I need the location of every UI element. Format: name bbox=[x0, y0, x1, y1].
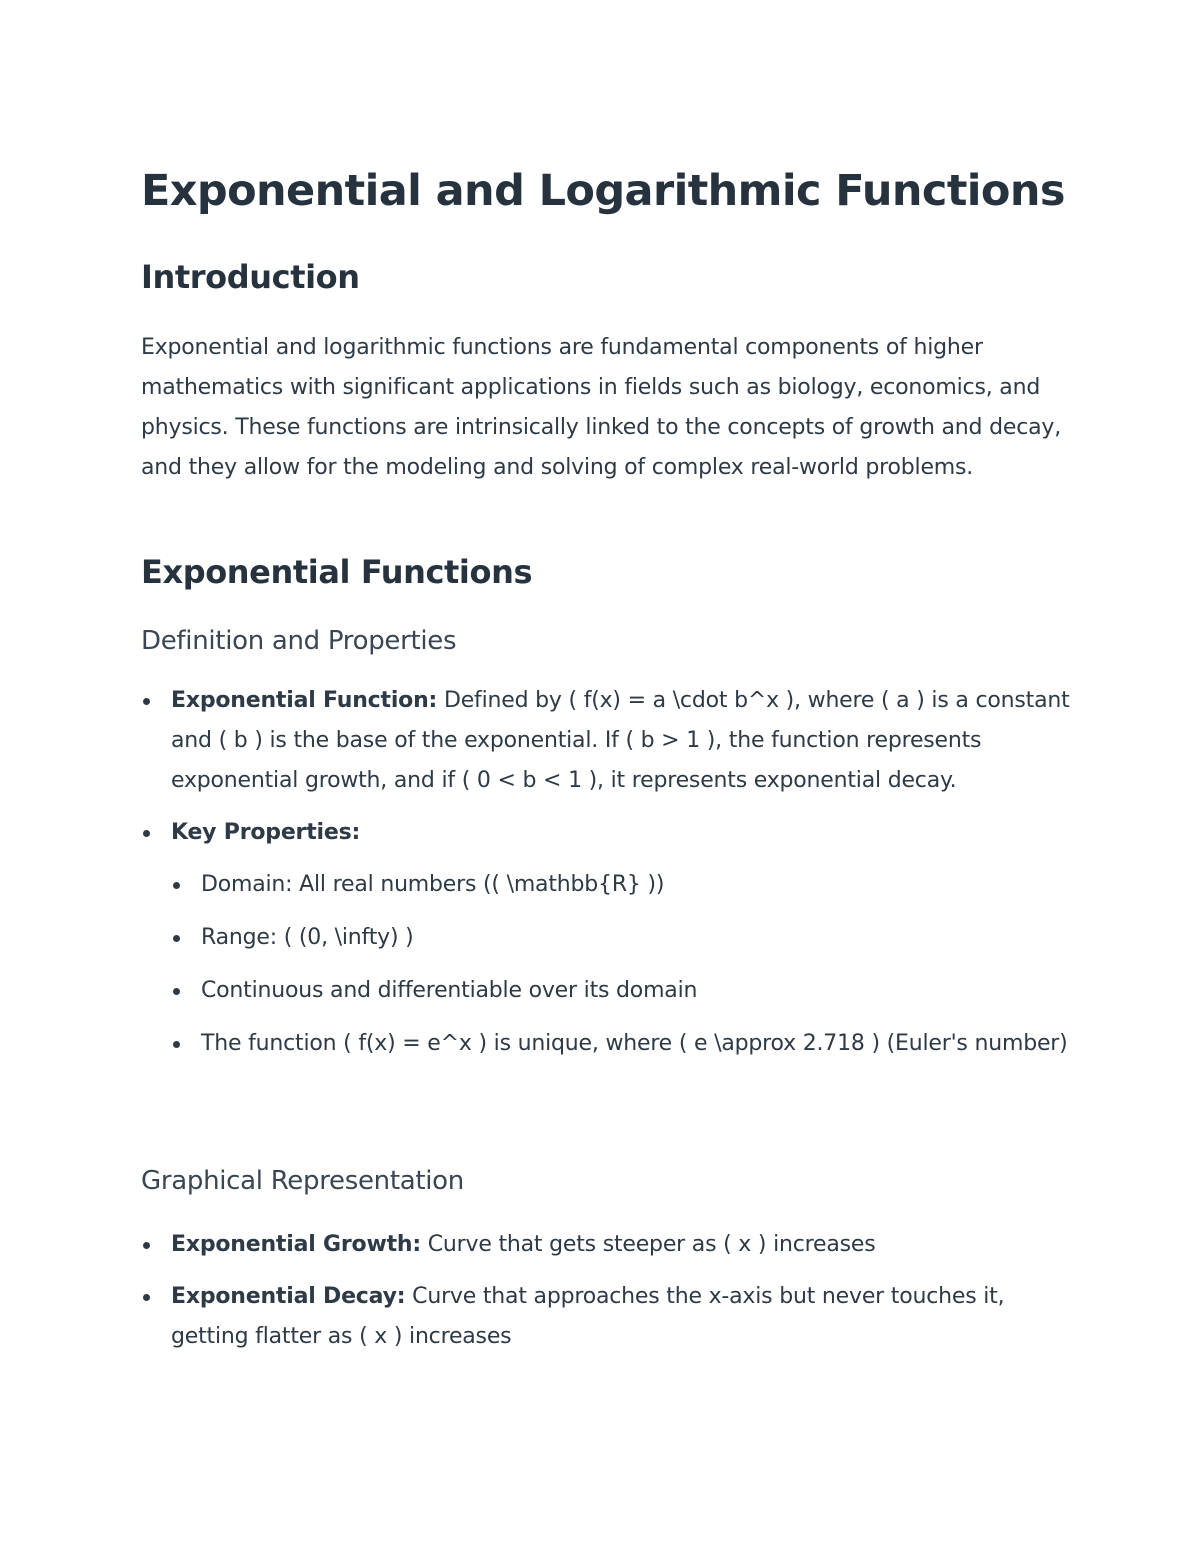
list-item-label: Exponential Decay: bbox=[171, 1284, 406, 1309]
list-item-exponential-decay bbox=[141, 1277, 1071, 1357]
list-item-label: Exponential Function: bbox=[171, 688, 438, 713]
list-item-key-properties bbox=[141, 813, 1071, 853]
list-item-exponential-function bbox=[141, 681, 1071, 801]
document-title: Exponential and Logarithmic Functions bbox=[141, 166, 1065, 216]
introduction-paragraph: Exponential and logarithmic functions are fundamental components of higher mathematics with significant applications in fields such as biology, economics, and physics. These functions are intrinsically linked to the concepts of growth and decay, and they allow for the modeling and solving of complex real-world problems. bbox=[141, 335, 1062, 480]
list-item-text: Defined by ( f(x) = a \cdot b^x ), where ( a ) is a constant and ( b ) is the base of the exponential. If ( b > 1 ), the function represents exponential growth, and if ( 0 < b < 1 ), it represents exponential decay. bbox=[171, 688, 1070, 793]
list-item-label: Key Properties: bbox=[171, 820, 361, 845]
list-item-text: Curve that approaches the x-axis but never touches it, getting flatter as ( x ) increases bbox=[171, 1284, 1005, 1349]
list-item-text: Curve that gets steeper as ( x ) increases bbox=[420, 1232, 876, 1257]
graphical-list bbox=[141, 1225, 1071, 1369]
list-item-range: Range: ( (0, \infty) ) bbox=[171, 918, 1071, 958]
section-heading-exponential-functions: Exponential Functions bbox=[141, 553, 533, 591]
list-item-euler: The function ( f(x) = e^x ) is unique, where ( e \approx 2.718 ) (Euler's number) bbox=[171, 1024, 1071, 1064]
section-heading-introduction: Introduction bbox=[141, 258, 360, 296]
list-item-domain: Domain: All real numbers (( \mathbb{R} )) bbox=[171, 865, 1071, 905]
definition-list bbox=[141, 681, 1071, 1077]
list-item-exponential-growth bbox=[141, 1225, 1071, 1265]
subsection-heading-definition-properties: Definition and Properties bbox=[141, 626, 457, 656]
list-item-label: Exponential Growth: bbox=[171, 1232, 421, 1257]
subsection-heading-graphical-representation: Graphical Representation bbox=[141, 1166, 464, 1196]
list-item-continuity: Continuous and differentiable over its domain bbox=[171, 971, 1071, 1011]
